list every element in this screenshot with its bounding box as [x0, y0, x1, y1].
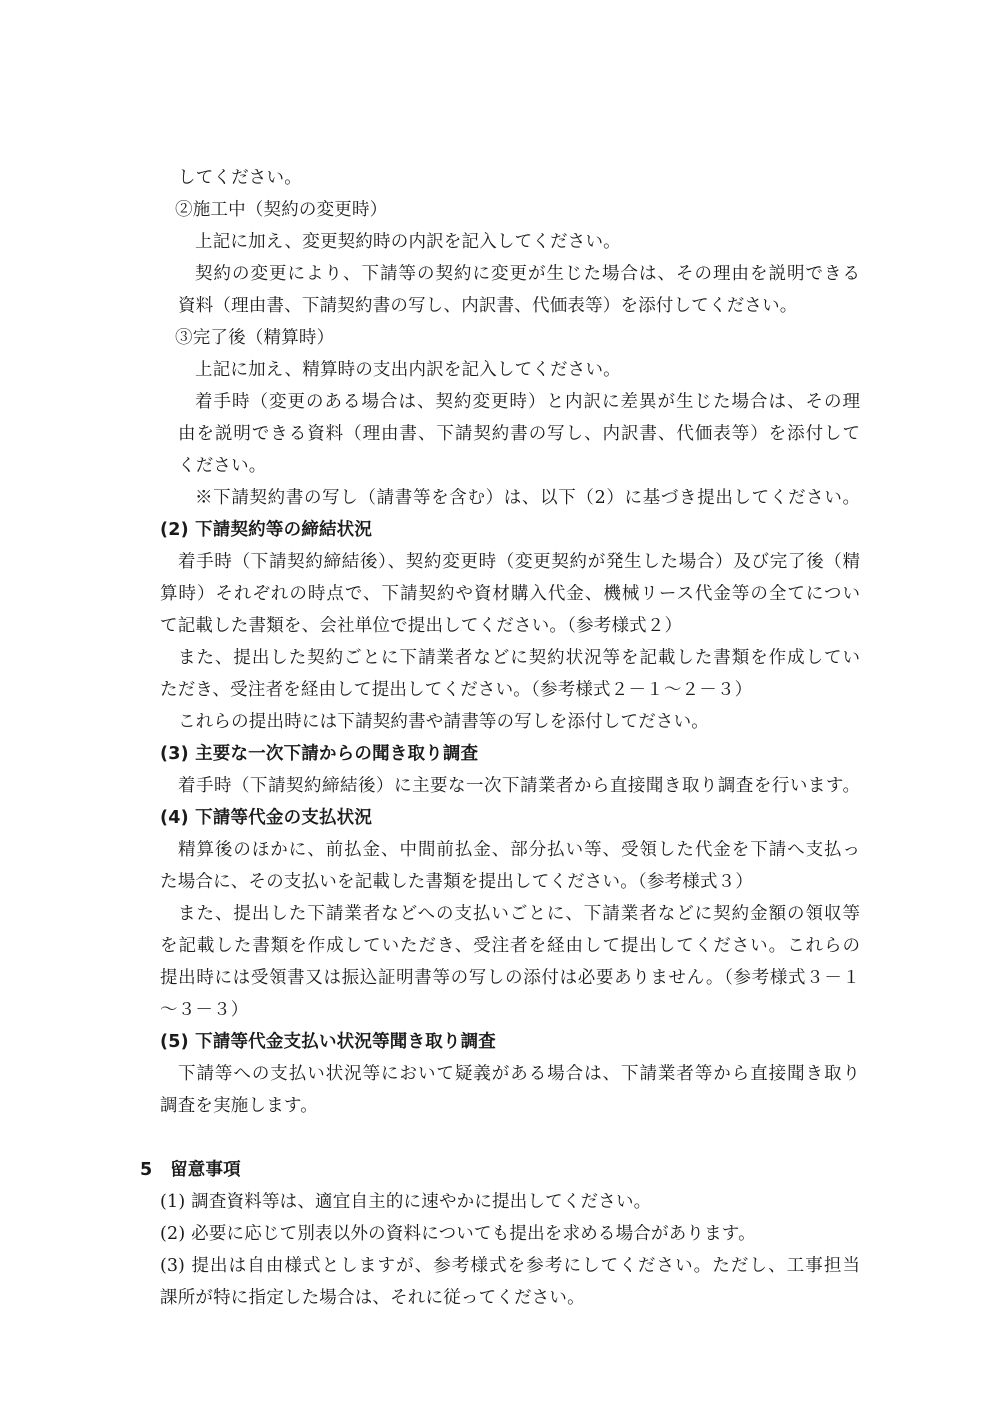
text-line: 調査を実施します。: [160, 1096, 318, 1116]
text-line: 精算後のほかに、前払金、中間前払金、部分払い等、受領した代金を下請へ支払っ: [178, 840, 860, 860]
text-line: これらの提出時には下請契約書や請書等の写しを添付してださい。: [178, 712, 709, 732]
text-line: て記載した書類を、会社単位で提出してください。（参考様式２）: [160, 616, 683, 636]
text-line: を記載した書類を作成していただき、受注者を経由して提出してください。これらの: [160, 936, 860, 956]
subheading-after-completion: ③完了後（精算時）: [175, 328, 335, 348]
note-item-2: (2) 必要に応じて別表以外の資料についても提出を求める場合があります。: [160, 1224, 756, 1244]
text-line: ※下請契約書の写し（請書等を含む）は、以下（2）に基づき提出してください。: [195, 488, 860, 508]
text-line: 着手時（下請契約締結後）に主要な一次下請業者から直接聞き取り調査を行います。: [178, 776, 860, 796]
text-line: た場合に、その支払いを記載した書類を提出してください。（参考様式３）: [160, 872, 754, 892]
text-line: 上記に加え、精算時の支出内訳を記入してください。: [195, 360, 621, 380]
text-line: 着手時（下請契約締結後）、契約変更時（変更契約が発生した場合）及び完了後（精: [178, 552, 860, 572]
text-line: 算時）それぞれの時点で、下請契約や資材購入代金、機械リース代金等の全てについ: [160, 584, 860, 604]
text-line: 提出時には受領書又は振込証明書等の写しの添付は必要ありません。（参考様式３－１: [160, 968, 860, 988]
section-heading-notes: 5 留意事項: [140, 1160, 241, 1180]
section-heading-5: (5) 下請等代金支払い状況等聞き取り調査: [160, 1032, 496, 1052]
text-line: ください。: [178, 456, 267, 476]
section-heading-4: (4) 下請等代金の支払状況: [160, 808, 373, 828]
section-heading-2: (2) 下請契約等の締結状況: [160, 520, 373, 540]
subheading-during-construction: ②施工中（契約の変更時）: [175, 200, 388, 220]
text-line: 上記に加え、変更契約時の内訳を記入してください。: [195, 232, 621, 252]
section-heading-3: (3) 主要な一次下請からの聞き取り調査: [160, 744, 479, 764]
text-line: ただき、受注者を経由して提出してください。（参考様式２－１～２－３）: [160, 680, 753, 700]
text-line: また、提出した下請業者などへの支払いごとに、下請業者などに契約金額の領収等: [178, 904, 860, 924]
note-item-3-continued: 課所が特に指定した場合は、それに従ってください。: [160, 1288, 585, 1308]
text-line: 契約の変更により、下請等の契約に変更が生じた場合は、その理由を説明できる: [195, 264, 860, 284]
text-line: 着手時（変更のある場合は、契約変更時）と内訳に差異が生じた場合は、その理: [195, 392, 860, 412]
text-line: 由を説明できる資料（理由書、下請契約書の写し、内訳書、代価表等）を添付して: [178, 424, 860, 444]
text-line: 下請等への支払い状況等において疑義がある場合は、下請業者等から直接聞き取り: [178, 1064, 860, 1084]
note-item-3: (3) 提出は自由様式としますが、参考様式を参考にしてください。ただし、工事担当: [160, 1256, 860, 1276]
text-line: ～３－３）: [160, 1000, 249, 1020]
text-line: また、提出した契約ごとに下請業者などに契約状況等を記載した書類を作成してい: [178, 648, 860, 668]
text-line: 資料（理由書、下請契約書の写し、内訳書、代価表等）を添付してください。: [178, 296, 798, 316]
note-item-1: (1) 調査資料等は、適宜自主的に速やかに提出してください。: [160, 1192, 652, 1212]
text-line: してください。: [178, 168, 302, 188]
